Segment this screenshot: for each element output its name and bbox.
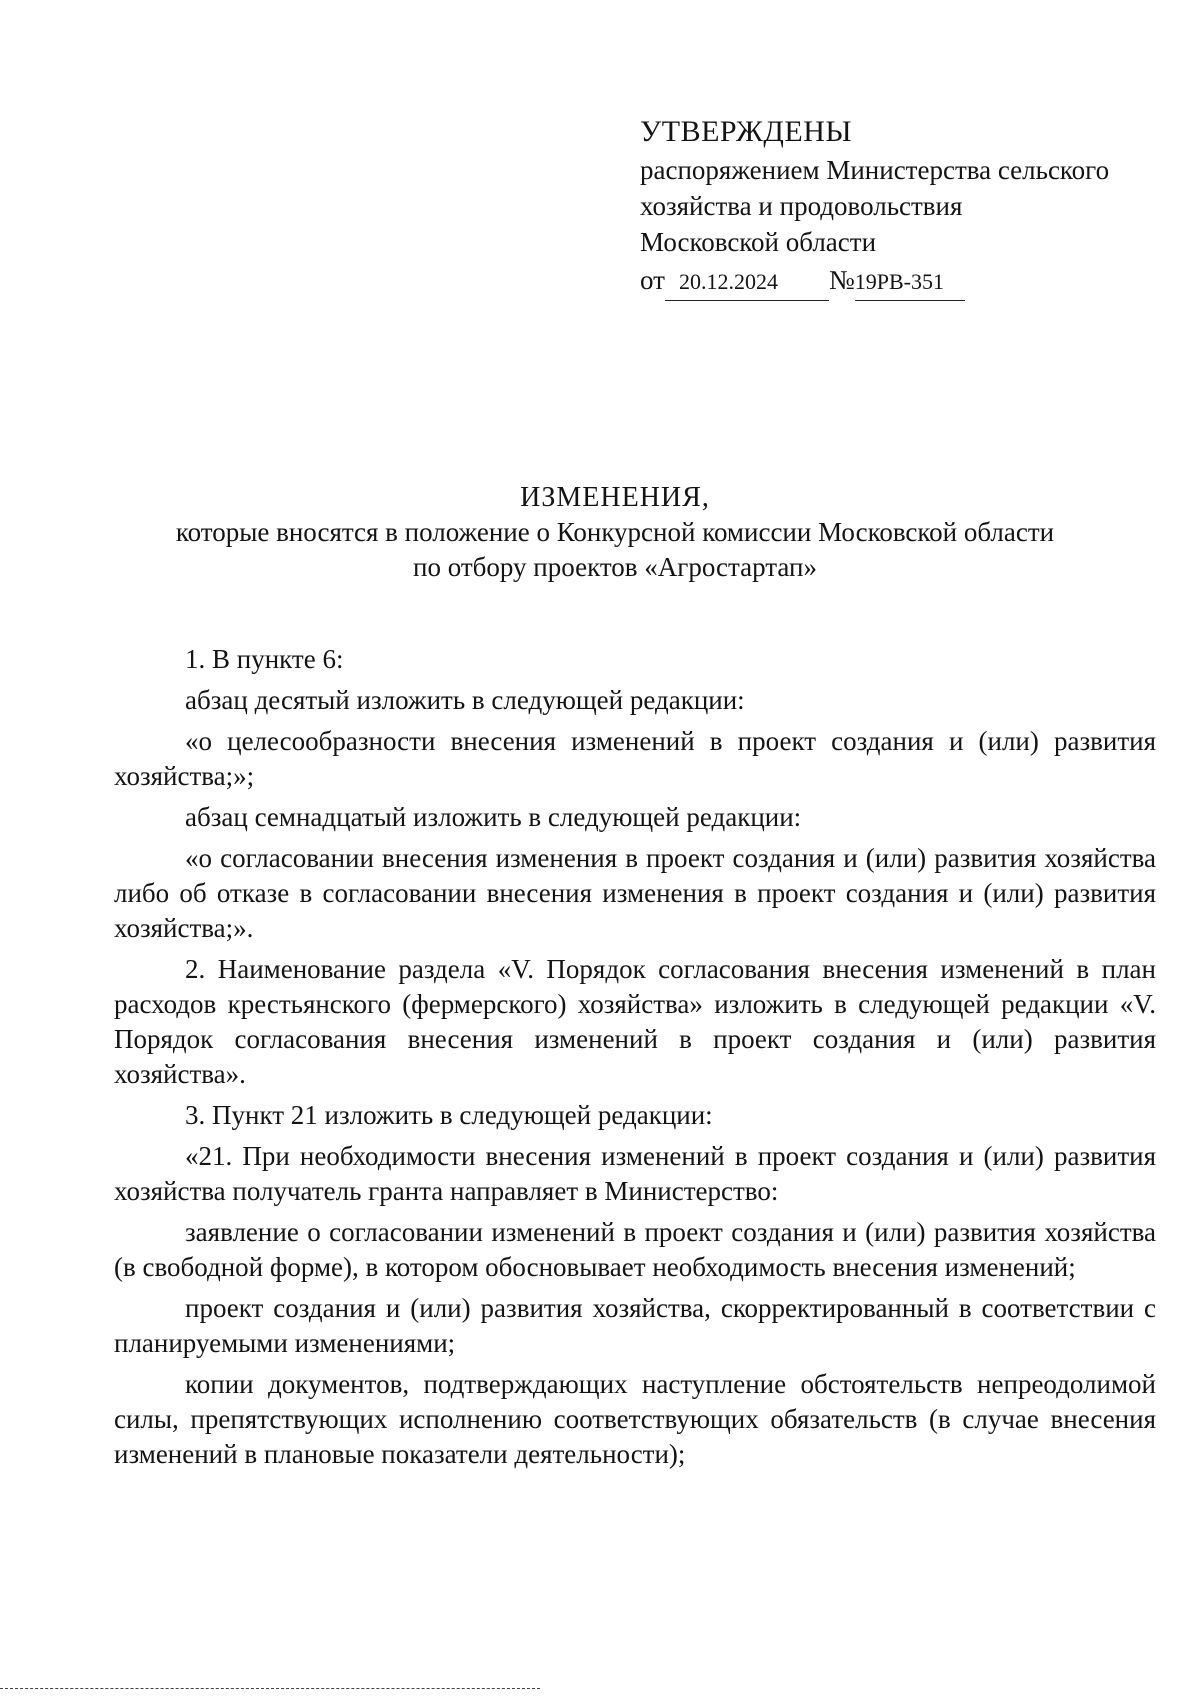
approval-line-3: Московской области (640, 227, 877, 257)
approval-line-2: хозяйства и продовольствия (640, 191, 963, 221)
paragraph: абзац семнадцатый изложить в следующей редакции: (185, 802, 802, 832)
paragraph: «о согласовании внесения изменения в проект создания и (или) развития хозяйства либо об отказе в согласовании внесения изменения в проект создания и (или) развития хозяйства;». (114, 843, 1156, 943)
document-subtitle-line-2: по отбору проектов «Агростартап» (413, 552, 817, 582)
number-prefix: № (828, 265, 855, 295)
paragraph: «21. При необходимости внесения изменений в проект создания и (или) развития хозяйства получатель гранта направляет в Министерство: (114, 1141, 1156, 1206)
document-subtitle-line-1: которые вносятся в положение о Конкурсной комиссии Московской области (175, 517, 1055, 547)
approval-stamp (640, 112, 1160, 301)
paragraph: проект создания и (или) развития хозяйства, скорректированный в соответствии с планируемыми изменениями; (114, 1293, 1156, 1358)
approval-line-1: распоряжением Министерства сельского (640, 155, 1110, 185)
scan-edge-line (0, 1688, 540, 1689)
paragraph: абзац десятый изложить в следующей редакции: (185, 685, 745, 715)
approval-date: 20.12.2024 (665, 264, 829, 301)
approval-reference (640, 262, 1160, 301)
approval-number: 19РВ-351 (855, 264, 965, 301)
paragraph: заявление о согласовании изменений в проект создания и (или) развития хозяйства (в свободной форме), в котором обосновывает необходимость внесения изменений; (114, 1217, 1156, 1282)
document-title-block (150, 480, 1080, 585)
paragraph: 3. Пункт 21 изложить в следующей редакции: (185, 1100, 713, 1130)
paragraph: «о целесообразности внесения изменений в проект создания и (или) развития хозяйства;»; (114, 726, 1156, 791)
date-prefix: от (640, 265, 665, 295)
document-title: ИЗМЕНЕНИЯ, (520, 482, 710, 513)
paragraph: 1. В пункте 6: (185, 644, 344, 674)
approval-heading: УТВЕРЖДЕНЫ (640, 115, 853, 148)
document-body (114, 642, 1156, 1478)
paragraph: копии документов, подтверждающих наступление обстоятельств непреодолимой силы, препятствующих исполнению соответствующих обязательств (в случае внесения изменений в плановые показатели деятельности); (114, 1369, 1156, 1469)
paragraph: 2. Наименование раздела «V. Порядок согласования внесения изменений в план расходов крестьянского (фермерского) хозяйства» изложить в следующей редакции «V. Порядок согласования внесения изменений в проект создания и (или) развития хозяйства». (114, 954, 1156, 1089)
